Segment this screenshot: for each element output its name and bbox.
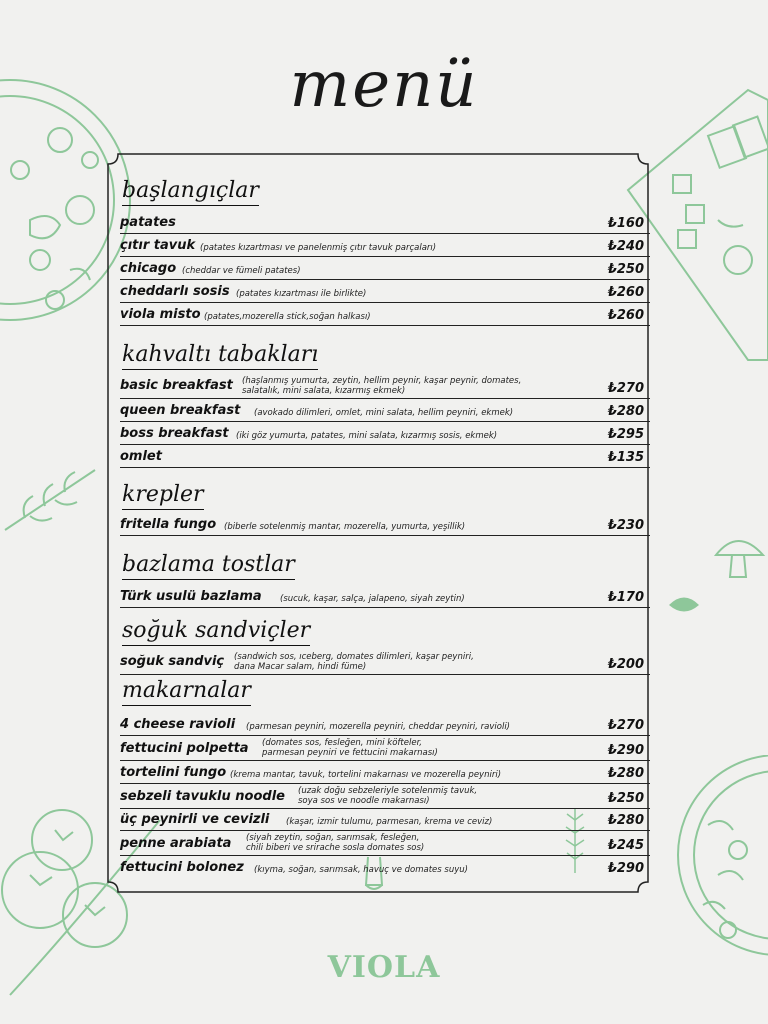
menu-item-fettucini-bolonez xyxy=(120,856,650,878)
item-price: ₺170 xyxy=(607,590,644,605)
item-name: boss breakfast xyxy=(120,426,229,441)
item-price: ₺245 xyxy=(607,838,644,853)
salad-bowl-illustration xyxy=(668,755,768,965)
section-title-makarnalar: makarnalar xyxy=(122,678,251,706)
item-name: soğuk sandviç xyxy=(120,654,225,669)
item-price: ₺160 xyxy=(607,216,644,231)
item-desc: (kaşar, izmir tulumu, parmesan, krema ve ceviz) xyxy=(286,817,493,827)
item-name: Türk usulü bazlama xyxy=(120,589,262,604)
item-name: basic breakfast xyxy=(120,378,233,393)
item-price: ₺260 xyxy=(607,285,644,300)
menu-item-4-cheese-ravioli xyxy=(120,712,650,736)
item-name: çıtır tavuk xyxy=(120,238,196,253)
leaf-illustration xyxy=(664,590,704,620)
menu-item-fritella-fungo xyxy=(120,512,650,536)
item-desc: (patates kızartması ile birlikte) xyxy=(236,289,367,299)
item-name: queen breakfast xyxy=(120,403,241,418)
item-name: sebzeli tavuklu noodle xyxy=(120,789,285,804)
page-title: menü xyxy=(289,48,479,122)
item-price: ₺250 xyxy=(607,791,644,806)
menu-item-sebzeli-tavuklu-noodle xyxy=(120,784,650,809)
item-price: ₺250 xyxy=(607,262,644,277)
item-name: cheddarlı sosis xyxy=(120,284,230,299)
item-price: ₺230 xyxy=(607,518,644,533)
item-desc-line2: chili biberi ve srirache sosla domates sos) xyxy=(246,843,425,853)
menu-item-tortelini-fungo xyxy=(120,761,650,784)
item-desc-line2: parmesan peyniri ve fettucini makarnası) xyxy=(262,748,438,758)
mushroom-illustration xyxy=(708,525,768,585)
item-name: üç peynirli ve cevizli xyxy=(120,812,270,827)
menu-frame xyxy=(106,152,650,894)
section-title-bazlama: bazlama tostlar xyxy=(122,552,295,580)
menu-item-boss-breakfast xyxy=(120,422,650,445)
menu-item-fettucini-polpetta xyxy=(120,736,650,761)
item-desc: (sucuk, kaşar, salça, jalapeno, siyah zeytin) xyxy=(280,594,465,604)
section-title-kahvalti: kahvaltı tabakları xyxy=(122,342,318,370)
item-desc-line2: dana Macar salam, hindi füme) xyxy=(234,662,367,672)
item-price: ₺290 xyxy=(607,743,644,758)
item-desc: (iki göz yumurta, patates, mini salata, kızarmış sosis, ekmek) xyxy=(236,431,498,441)
menu-item-uc-peynirli-ve-cevizli xyxy=(120,809,650,831)
menu-item-citir-tavuk xyxy=(120,234,650,257)
item-name: viola misto xyxy=(120,307,201,322)
item-desc: (uzak doğu sebzeleriyle sotelenmiş tavuk, xyxy=(298,786,478,796)
section-title-soguk: soğuk sandviçler xyxy=(122,618,310,646)
item-desc: (cheddar ve fümeli patates) xyxy=(182,266,301,276)
item-desc-line2: salatalık, mini salata, kızarmış ekmek) xyxy=(242,386,406,396)
brand-logo: VIOLA xyxy=(327,950,441,985)
item-name: fettucini bolonez xyxy=(120,860,244,875)
item-price: ₺240 xyxy=(607,239,644,254)
item-name: 4 cheese ravioli xyxy=(120,717,236,732)
menu-item-soguk-sandvic xyxy=(120,647,650,675)
item-name: chicago xyxy=(120,261,177,276)
menu-item-penne-arabiata xyxy=(120,831,650,856)
menu-item-basic-breakfast xyxy=(120,372,650,399)
item-desc: (parmesan peyniri, mozerella peyniri, cheddar peyniri, ravioli) xyxy=(246,722,510,732)
menu-item-omlet xyxy=(120,445,650,468)
item-price: ₺200 xyxy=(607,657,644,672)
menu-item-patates xyxy=(120,212,650,234)
section-title-baslangiclar: başlangıçlar xyxy=(122,178,259,206)
menu-item-turk-usulu-bazlama xyxy=(120,584,650,608)
menu-item-viola-misto xyxy=(120,303,650,326)
item-name: omlet xyxy=(120,449,162,464)
item-price: ₺260 xyxy=(607,308,644,323)
item-price: ₺270 xyxy=(607,718,644,733)
item-price: ₺280 xyxy=(607,813,644,828)
item-price: ₺290 xyxy=(607,861,644,876)
item-name: fritella fungo xyxy=(120,517,217,532)
item-desc: (krema mantar, tavuk, tortelini makarnası ve mozerella peyniri) xyxy=(230,770,502,780)
item-name: penne arabiata xyxy=(120,836,232,851)
item-price: ₺270 xyxy=(607,381,644,396)
item-desc: (haşlanmış yumurta, zeytin, hellim peynir, kaşar peynir, domates, xyxy=(242,376,522,386)
item-desc: (patates,mozerella stick,soğan halkası) xyxy=(204,312,371,322)
section-title-krepler: krepler xyxy=(122,482,204,510)
item-name: tortelini fungo xyxy=(120,765,227,780)
item-desc: (avokado dilimleri, omlet, mini salata, hellim peyniri, ekmek) xyxy=(254,408,514,418)
herb-illustration xyxy=(0,450,100,550)
item-name: fettucini polpetta xyxy=(120,741,249,756)
item-name: patates xyxy=(120,215,176,230)
item-price: ₺280 xyxy=(607,766,644,781)
item-desc: (sandwich sos, ıceberg, domates dilimleri, kaşar peyniri, xyxy=(234,652,474,662)
item-price: ₺295 xyxy=(607,427,644,442)
item-price: ₺280 xyxy=(607,404,644,419)
item-desc: (domates sos, fesleğen, mini köfteler, xyxy=(262,738,422,748)
item-desc: (siyah zeytin, soğan, sarımsak, fesleğen, xyxy=(246,833,420,843)
menu-item-cheddarli-sosis xyxy=(120,280,650,303)
item-desc: (patates kızartması ve panelenmiş çıtır tavuk parçaları) xyxy=(200,243,437,253)
item-desc-line2: soya sos ve noodle makarnası) xyxy=(298,796,430,806)
item-desc: (biberle sotelenmiş mantar, mozerella, yumurta, yeşillik) xyxy=(224,522,466,532)
item-desc: (kıyma, soğan, sarımsak, havuç ve domates suyu) xyxy=(254,865,468,875)
menu-item-queen-breakfast xyxy=(120,399,650,422)
item-price: ₺135 xyxy=(607,450,644,465)
menu-item-chicago xyxy=(120,257,650,280)
